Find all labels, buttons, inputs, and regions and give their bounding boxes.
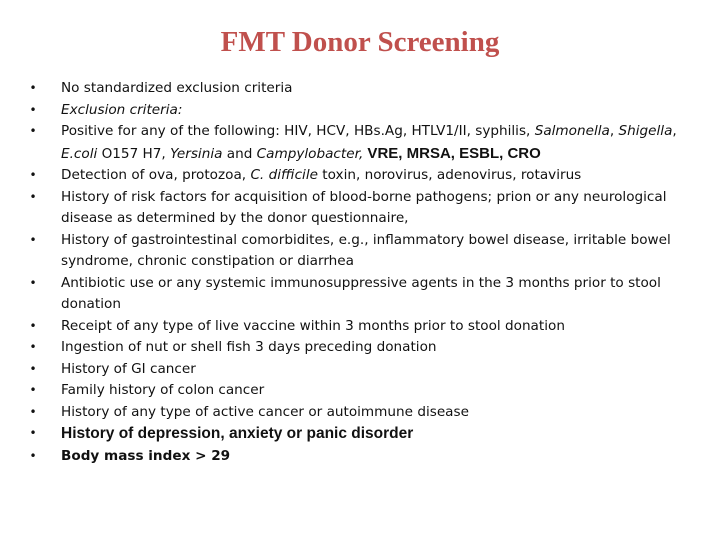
list-item <box>27 78 707 100</box>
item-text: Exclusion criteria: <box>61 101 183 118</box>
item-text: Body mass index > 29 <box>61 447 231 464</box>
list-item <box>27 446 707 468</box>
organism-campylobacter: Campylobacter, <box>256 145 364 162</box>
bullet-icon: • <box>29 426 37 440</box>
organism-shigella: Shigella <box>618 123 673 139</box>
bullet-icon: • <box>29 383 37 397</box>
organism-yersinia: Yersinia <box>170 145 223 162</box>
bullet-icon: • <box>29 81 37 95</box>
item-text: History of depression, anxiety or panic disorder <box>61 425 414 442</box>
bullet-icon: • <box>29 448 37 463</box>
item-text: Antibiotic use or any systemic immunosuppressive agents in the 3 months prior to stool donation <box>61 274 661 312</box>
bullet-icon: • <box>29 361 37 376</box>
list-item <box>27 359 707 381</box>
bullet-icon: • <box>29 189 37 204</box>
list-item <box>27 423 707 446</box>
bullet-icon: • <box>29 102 37 117</box>
item-text: History of risk factors for acquisition of blood-borne pathogens; prion or any neurological disease as determined by the donor questionnaire, <box>61 188 667 226</box>
bullet-icon: • <box>29 124 37 138</box>
item-text: Receipt of any type of live vaccine within 3 months prior to stool donation <box>61 317 565 334</box>
list-item <box>27 273 707 316</box>
list-item <box>27 380 707 402</box>
item-text: History of gastrointestinal comorbidites, e.g., inflammatory bowel disease, irritable bowel syndrome, chronic constipation or diarrhea <box>61 231 671 269</box>
item-text: toxin, norovirus, adenovirus, rotavirus <box>317 167 582 183</box>
organism-c-difficile: C. difficile <box>250 167 318 183</box>
item-text: O157 H7, <box>97 145 171 162</box>
item-text: Family history of colon cancer <box>61 382 265 398</box>
bullet-icon: • <box>29 168 37 182</box>
organism-salmonella: Salmonella <box>534 123 610 139</box>
list-item <box>27 230 707 273</box>
item-text: , <box>609 123 619 139</box>
item-text: No standardized exclusion criteria <box>61 80 293 96</box>
item-text: History of GI cancer <box>61 360 196 377</box>
list-item <box>27 165 707 187</box>
bullet-icon: • <box>29 340 37 354</box>
item-text: and <box>222 145 257 162</box>
criteria-list <box>27 78 707 467</box>
list-item <box>27 187 707 230</box>
list-item <box>27 100 707 122</box>
bullet-icon: • <box>29 232 37 247</box>
item-text: Ingestion of nut or shell fish 3 days preceding donation <box>61 339 437 355</box>
list-item <box>27 402 707 424</box>
list-item <box>27 337 707 359</box>
bullet-icon: • <box>29 275 37 290</box>
bullet-icon: • <box>29 318 37 333</box>
organism-ecoli: E.coli <box>61 145 98 162</box>
item-text: Detection of ova, protozoa, <box>61 167 251 183</box>
list-item <box>27 121 707 165</box>
list-item <box>27 316 707 338</box>
item-text: History of any type of active cancer or autoimmune disease <box>61 403 469 420</box>
item-text: Positive for any of the following: HIV, HCV, HBs.Ag, HTLV1/II, syphilis, <box>61 123 535 139</box>
bullet-icon: • <box>29 404 37 419</box>
slide-title: FMT Donor Screening <box>220 26 500 58</box>
item-text: , <box>672 123 677 139</box>
resistant-organisms: VRE, MRSA, ESBL, CRO <box>363 144 541 162</box>
